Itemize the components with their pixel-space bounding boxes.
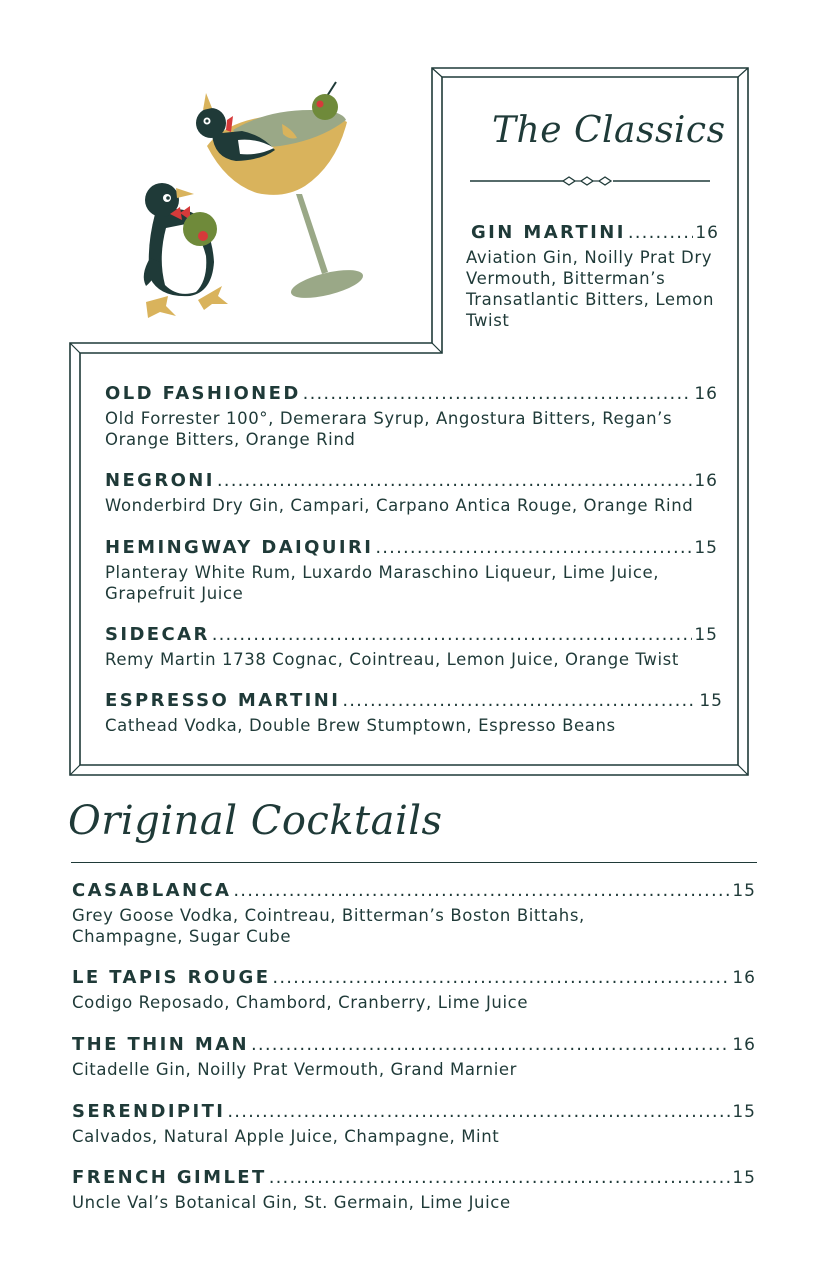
- dot-leader: [227, 1101, 730, 1122]
- dot-leader: [272, 967, 730, 988]
- item-price: 16: [694, 471, 718, 491]
- item-name: OLD FASHIONED: [105, 383, 301, 404]
- item-description: Planteray White Rum, Luxardo Maraschino Liqueur, Lime Juice, Grapefruit Juice: [105, 563, 660, 603]
- item-price: 15: [694, 625, 718, 645]
- menu-item-espresso-martini: [105, 690, 723, 736]
- item-name: HEMINGWAY DAIQUIRI: [105, 537, 374, 558]
- item-price: 15: [699, 691, 723, 711]
- item-description: Cathead Vodka, Double Brew Stumptown, Espresso Beans: [105, 716, 616, 735]
- item-description: Calvados, Natural Apple Juice, Champagne, Mint: [72, 1127, 500, 1146]
- dot-leader: [628, 222, 694, 243]
- item-description: Remy Martin 1738 Cognac, Cointreau, Lemon Juice, Orange Twist: [105, 650, 679, 669]
- dot-leader: [342, 690, 697, 711]
- section-divider: [71, 862, 757, 863]
- classics-title: The Classics: [492, 110, 726, 151]
- item-name: GIN MARTINI: [471, 222, 626, 243]
- dot-leader: [303, 383, 693, 404]
- olive-icon: [183, 212, 217, 246]
- item-name: THE THIN MAN: [72, 1034, 249, 1055]
- dot-leader: [251, 1034, 730, 1055]
- dot-leader: [269, 1167, 731, 1188]
- item-name: ESPRESSO MARTINI: [105, 690, 341, 711]
- original-cocktails-title: Original Cocktails: [68, 798, 443, 844]
- item-name: LE TAPIS ROUGE: [72, 967, 271, 988]
- item-name: SIDECAR: [105, 624, 210, 645]
- item-description: Uncle Val’s Botanical Gin, St. Germain, Lime Juice: [72, 1193, 511, 1212]
- item-price: 15: [732, 1168, 756, 1188]
- item-description: Citadelle Gin, Noilly Prat Vermouth, Grand Marnier: [72, 1060, 518, 1079]
- olive-icon: [312, 82, 338, 120]
- item-description: Wonderbird Dry Gin, Campari, Carpano Antica Rouge, Orange Rind: [105, 496, 694, 515]
- item-description: Grey Goose Vodka, Cointreau, Bitterman’s Boston Bittahs, Champagne, Sugar Cube: [72, 906, 585, 946]
- menu-item-negroni: [105, 470, 718, 516]
- item-price: 16: [732, 968, 756, 988]
- item-name: CASABLANCA: [72, 880, 232, 901]
- menu-item-old-fashioned: [105, 383, 718, 450]
- menu-item-hemingway-daiquiri: [105, 537, 718, 604]
- penguin-icon: [144, 183, 228, 318]
- item-price: 16: [694, 384, 718, 404]
- item-price: 16: [695, 223, 719, 243]
- menu-item-the-thin-man: [72, 1034, 756, 1080]
- menu-item-gin-martini: [466, 222, 719, 331]
- menu-item-casablanca: [72, 880, 756, 947]
- item-price: 15: [694, 538, 718, 558]
- item-description: Old Forrester 100°, Demerara Syrup, Angostura Bitters, Regan’s Orange Bitters, Orange Rind: [105, 409, 673, 449]
- item-price: 16: [732, 1035, 756, 1055]
- menu-item-le-tapis-rouge: [72, 967, 756, 1013]
- dot-leader: [375, 537, 692, 558]
- item-name: NEGRONI: [105, 470, 215, 491]
- dot-leader: [212, 624, 693, 645]
- dot-leader: [233, 880, 730, 901]
- menu-item-sidecar: [105, 624, 718, 670]
- item-price: 15: [732, 1102, 756, 1122]
- item-description: Codigo Reposado, Chambord, Cranberry, Lime Juice: [72, 993, 529, 1012]
- item-name: FRENCH GIMLET: [72, 1167, 267, 1188]
- dot-leader: [217, 470, 693, 491]
- item-price: 15: [732, 881, 756, 901]
- item-description: Aviation Gin, Noilly Prat Dry Vermouth, Bitterman’s Transatlantic Bitters, Lemon Twist: [466, 248, 715, 330]
- menu-item-serendipiti: [72, 1101, 756, 1147]
- menu-item-french-gimlet: [72, 1167, 756, 1213]
- item-name: SERENDIPITI: [72, 1101, 226, 1122]
